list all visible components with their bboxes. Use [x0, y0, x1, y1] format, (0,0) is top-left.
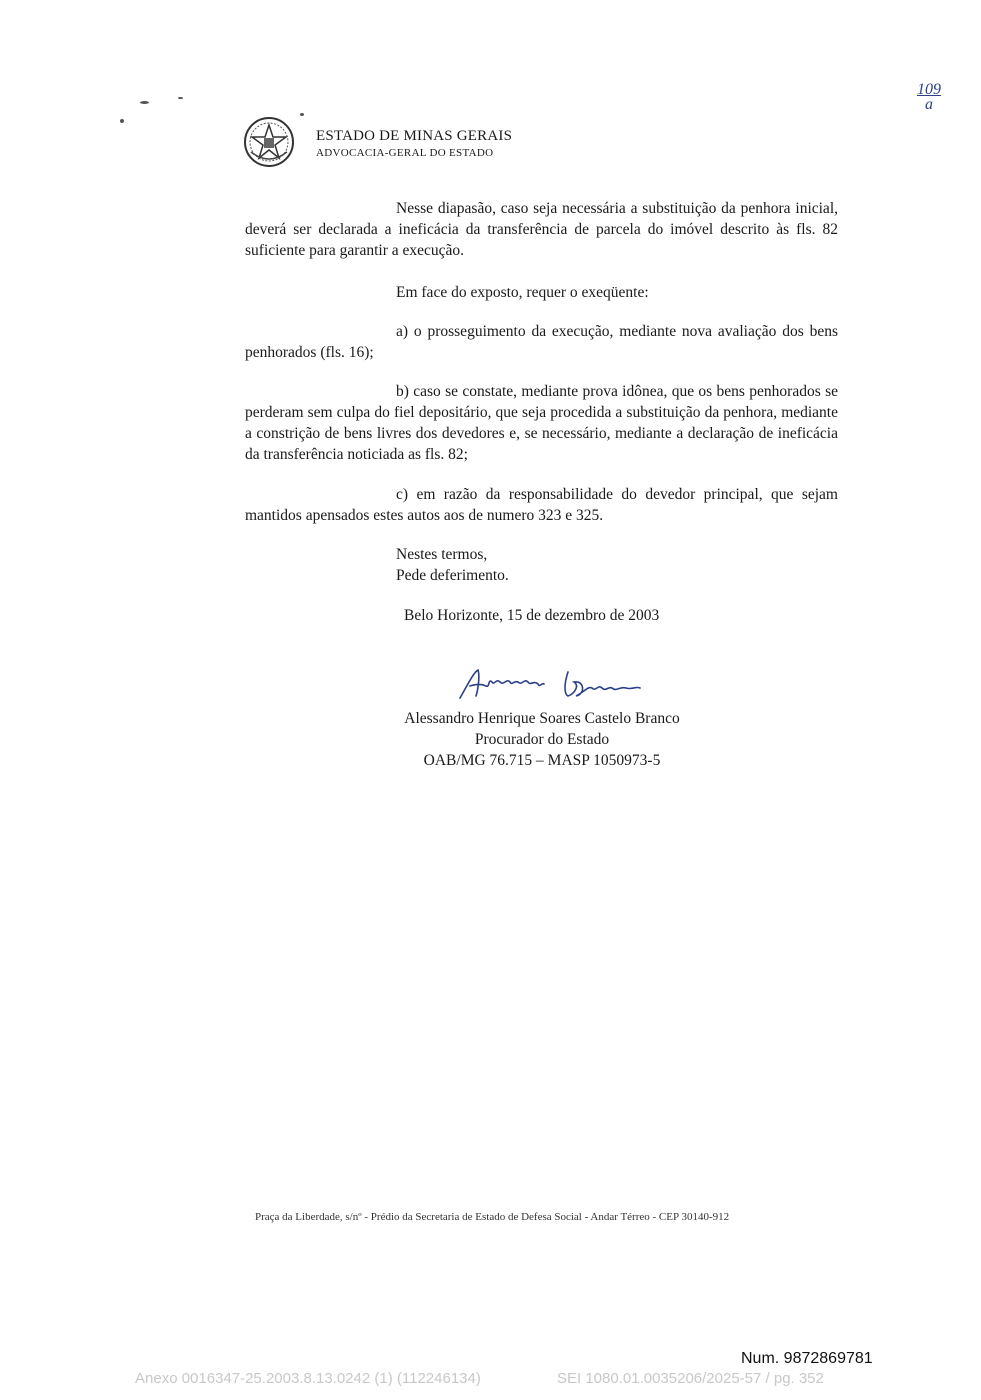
header-subtitle: ADVOCACIA-GERAL DO ESTADO	[316, 147, 494, 159]
item-b: b) caso se constate, mediante prova idônea, que os bens penhorados se perderam sem culpa do fiel depositário, que seja procedida a substituição da penhora, mediante a constrição de bens livres dos devedores e, se necessário, mediante a declaração de ineficácia da transferência noticiada as fls. 82;	[245, 383, 838, 463]
signer-role: Procurador do Estado	[474, 731, 610, 748]
closing-line-2: Pede deferimento.	[396, 567, 509, 584]
closing-line-1: Nestes termos,	[396, 546, 488, 563]
scan-speck	[120, 119, 124, 123]
header-title: ESTADO DE MINAS GERAIS	[316, 128, 513, 144]
paragraph-requer: Em face do exposto, requer o exeqüente:	[396, 284, 649, 301]
signer-registration: OAB/MG 76.715 – MASP 1050973-5	[423, 752, 661, 769]
page-number-line2: a	[925, 96, 933, 113]
sei-reference: SEI 1080.01.0035206/2025-57 / pg. 352	[557, 1370, 824, 1387]
anexo-reference: Anexo 0016347-25.2003.8.13.0242 (1) (112246134)	[135, 1370, 481, 1387]
item-c: c) em razão da responsabilidade do devedor principal, que sejam mantidos apensados estes autos aos de numero 323 e 325.	[245, 486, 838, 524]
page-number-mark	[914, 82, 944, 112]
scan-speck	[140, 101, 149, 104]
page-number-line1: 109	[917, 81, 941, 98]
state-seal-icon	[243, 116, 295, 168]
scan-speck	[178, 97, 183, 99]
item-a: a) o prosseguimento da execução, mediante nova avaliação dos bens penhorados (fls. 16);	[245, 323, 838, 361]
handwritten-signature	[456, 664, 646, 704]
paragraph-substituicao: Nesse diapasão, caso seja necessária a substituição da penhora inicial, deverá ser declarada a ineficácia da transferência de parcela do imóvel descrito às fls. 82 suficiente para garantir a execução.	[245, 200, 838, 259]
place-date: Belo Horizonte, 15 de dezembro de 2003	[404, 607, 660, 624]
signer-name: Alessandro Henrique Soares Castelo Branco	[404, 710, 680, 727]
footer-address: Praça da Liberdade, s/nº - Prédio da Secretaria de Estado de Defesa Social - Andar Térreo - CEP 30140-912	[255, 1211, 730, 1223]
document-number: Num. 9872869781	[741, 1350, 873, 1367]
scan-speck	[300, 113, 304, 116]
